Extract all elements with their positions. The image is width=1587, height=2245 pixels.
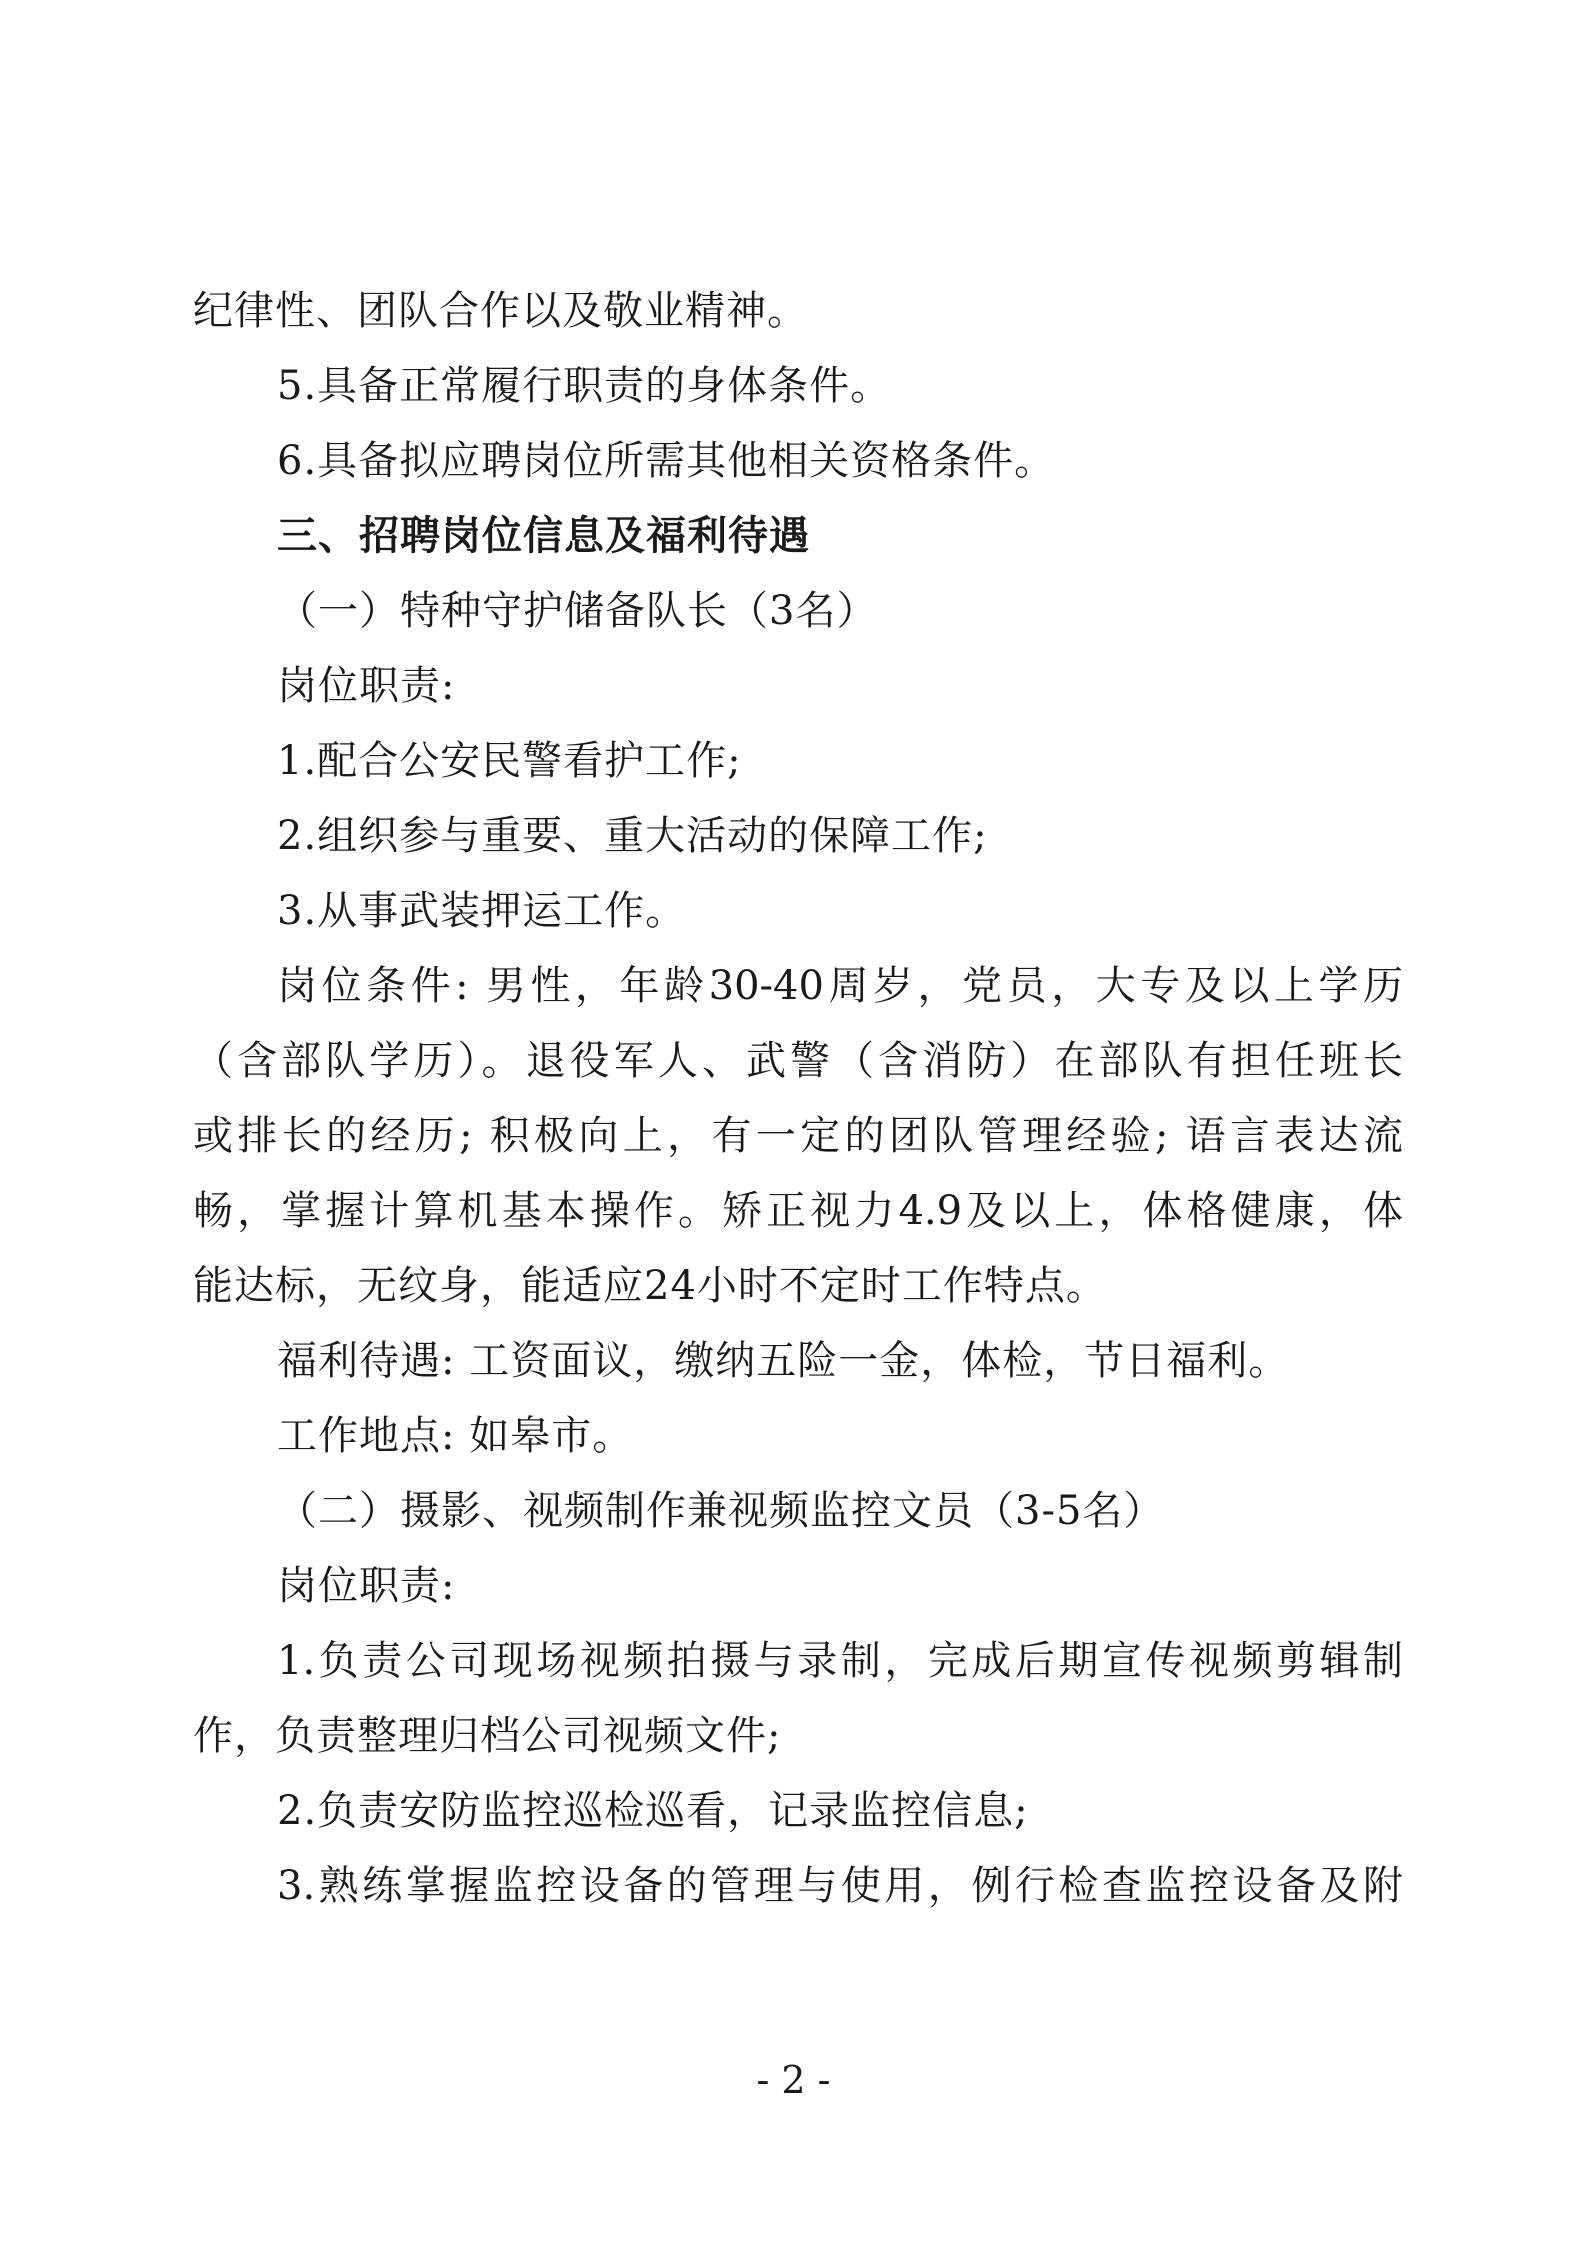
document-body [193, 274, 1403, 1924]
duty-item-2: 2.负责安防监控巡检巡看，记录监控信息; [277, 1788, 1029, 1834]
page-number: - 2 - [756, 2058, 831, 2102]
subsection-heading-1: （一）特种守护储备队长（3名） [277, 588, 878, 634]
work-location-line: 工作地点: 如皋市。 [277, 1413, 634, 1459]
paragraph-line: 纪律性、团队合作以及敬业精神。 [193, 288, 808, 334]
benefits-line: 福利待遇: 工资面议，缴纳五险一金，体检，节日福利。 [277, 1338, 1290, 1384]
section-heading-3: 三、招聘岗位信息及福利待遇 [277, 513, 810, 559]
duty-item-1: 1.负责公司现场视频拍摄与录制，完成后期宣传视频剪辑制 [277, 1638, 1403, 1684]
conditions-line: 岗位条件: 男性，年龄30-40周岁，党员，大专及以上学历 [277, 963, 1403, 1009]
duty-item-1-continued: 作，负责整理归档公司视频文件; [193, 1713, 782, 1759]
requirement-item-5: 5.具备正常履行职责的身体条件。 [277, 363, 892, 409]
duties-label: 岗位职责: [277, 663, 456, 709]
conditions-line: 畅，掌握计算机基本操作。矫正视力4.9及以上，体格健康，体 [193, 1188, 1403, 1234]
subsection-heading-2: （二）摄影、视频制作兼视频监控文员（3-5名） [277, 1488, 1165, 1534]
duty-item-1: 1.配合公安民警看护工作; [277, 738, 742, 784]
conditions-line: （含部队学历）。退役军人、武警（含消防）在部队有担任班长 [193, 1038, 1403, 1084]
conditions-line: 能达标，无纹身，能适应24小时不定时工作特点。 [193, 1263, 1107, 1309]
duty-item-2: 2.组织参与重要、重大活动的保障工作; [277, 813, 988, 859]
duties-label: 岗位职责: [277, 1563, 456, 1609]
requirement-item-6: 6.具备拟应聘岗位所需其他相关资格条件。 [277, 438, 1056, 484]
conditions-line: 或排长的经历; 积极向上，有一定的团队管理经验; 语言表达流 [193, 1113, 1403, 1159]
duty-item-3: 3.从事武装押运工作。 [277, 888, 687, 934]
duty-item-3: 3.熟练掌握监控设备的管理与使用，例行检查监控设备及附 [277, 1863, 1403, 1909]
